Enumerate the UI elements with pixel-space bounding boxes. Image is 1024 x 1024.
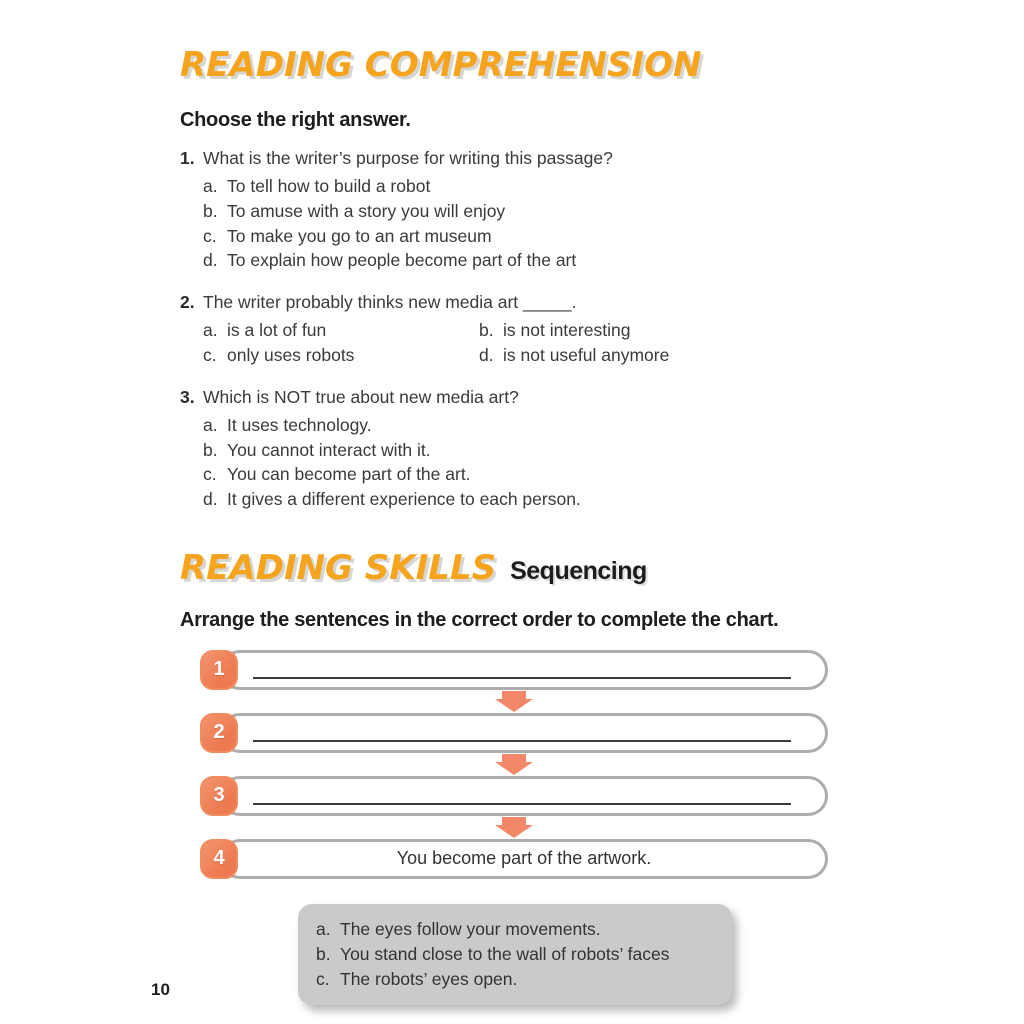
- arrow-down-icon: [200, 816, 828, 839]
- page-number: 10: [151, 980, 170, 999]
- option-text: To explain how people become part of the art: [227, 250, 577, 271]
- option-3d: [203, 487, 840, 512]
- arrow-down-icon: [200, 753, 828, 776]
- option-letter: c.: [316, 968, 330, 989]
- step-number-badge: 4: [200, 839, 238, 879]
- arrange-sentences-instruction: Arrange the sentences in the correct order to complete the chart.: [180, 608, 779, 631]
- arrow-down-icon: [200, 690, 828, 713]
- choose-answer-instruction: Choose the right answer.: [180, 109, 411, 131]
- option-1a: [203, 174, 840, 199]
- bank-option-b: [316, 942, 716, 967]
- option-letter: b.: [479, 320, 494, 341]
- option-text: To make you go to an art museum: [227, 225, 492, 246]
- option-text: only uses robots: [227, 344, 355, 365]
- option-text: To tell how to build a robot: [227, 176, 431, 196]
- option-letter: b.: [316, 943, 331, 964]
- option-text: You stand close to the wall of robots’ faces: [340, 943, 670, 964]
- sequence-step-text: You become part of the artwork.: [396, 848, 652, 869]
- question-text: What is the writer’s purpose for writing this passage?: [203, 148, 613, 168]
- step-number-badge: 3: [200, 776, 238, 816]
- option-letter: b.: [203, 200, 218, 221]
- question-text: Which is NOT true about new media art?: [203, 386, 519, 407]
- blank-answer-line: [253, 740, 791, 742]
- page-content: [180, 44, 840, 1005]
- option-letter: b.: [203, 439, 218, 460]
- option-2b: [479, 318, 840, 343]
- question-number: 1.: [180, 148, 195, 168]
- step-number-badge: 1: [200, 650, 238, 690]
- option-text: It uses technology.: [227, 414, 372, 435]
- bank-option-c: [316, 967, 716, 992]
- answer-bank: [298, 904, 732, 1005]
- sequence-step-4: [200, 839, 828, 879]
- option-letter: a.: [203, 320, 218, 341]
- sequence-box: [220, 839, 828, 879]
- blank-answer-line: [253, 803, 791, 805]
- option-text: is not useful anymore: [503, 344, 670, 365]
- option-2a: [203, 318, 479, 343]
- option-letter: d.: [479, 344, 494, 365]
- sequence-step-2: [200, 713, 828, 753]
- option-letter: d.: [203, 489, 218, 510]
- option-2d: [479, 343, 840, 368]
- option-text: The robots’ eyes open.: [340, 968, 518, 989]
- sequence-box: [220, 650, 828, 690]
- sequence-box: [220, 713, 828, 753]
- blank-answer-line: [253, 677, 791, 679]
- option-letter: d.: [203, 250, 218, 271]
- reading-skills-title: READING SKILLS: [180, 547, 497, 588]
- question-text: The writer probably thinks new media art _____.: [203, 292, 577, 313]
- option-2c: [203, 343, 479, 368]
- option-text: It gives a different experience to each person.: [227, 489, 581, 510]
- option-1b: [203, 199, 840, 224]
- bank-option-a: [316, 917, 716, 942]
- sequence-step-1: [200, 650, 828, 690]
- option-1c: [203, 224, 840, 249]
- step-number-badge: 2: [200, 713, 238, 753]
- option-text: is not interesting: [503, 320, 631, 341]
- question-number: 2.: [180, 292, 195, 313]
- sequence-step-3: [200, 776, 828, 816]
- option-letter: c.: [203, 464, 217, 485]
- sequence-box: [220, 776, 828, 816]
- reading-comprehension-title: READING COMPREHENSION: [180, 45, 702, 85]
- question-2: [180, 291, 840, 368]
- question-3: [180, 386, 840, 512]
- option-3b: [203, 438, 840, 463]
- option-text: You cannot interact with it.: [227, 439, 431, 460]
- option-letter: a.: [203, 176, 218, 196]
- option-3c: [203, 462, 840, 487]
- option-letter: c.: [203, 344, 217, 365]
- sequence-chart: [200, 650, 828, 879]
- question-1: [180, 147, 840, 273]
- option-letter: c.: [203, 225, 217, 246]
- option-text: The eyes follow your movements.: [340, 918, 601, 939]
- option-1d: [203, 248, 840, 273]
- question-number: 3.: [180, 386, 195, 407]
- option-text: is a lot of fun: [227, 320, 327, 341]
- sequencing-subtitle: Sequencing: [510, 556, 647, 585]
- option-text: You can become part of the art.: [227, 464, 471, 485]
- option-letter: a.: [203, 414, 218, 435]
- option-text: To amuse with a story you will enjoy: [227, 200, 506, 221]
- option-3a: [203, 413, 840, 438]
- option-letter: a.: [316, 918, 331, 939]
